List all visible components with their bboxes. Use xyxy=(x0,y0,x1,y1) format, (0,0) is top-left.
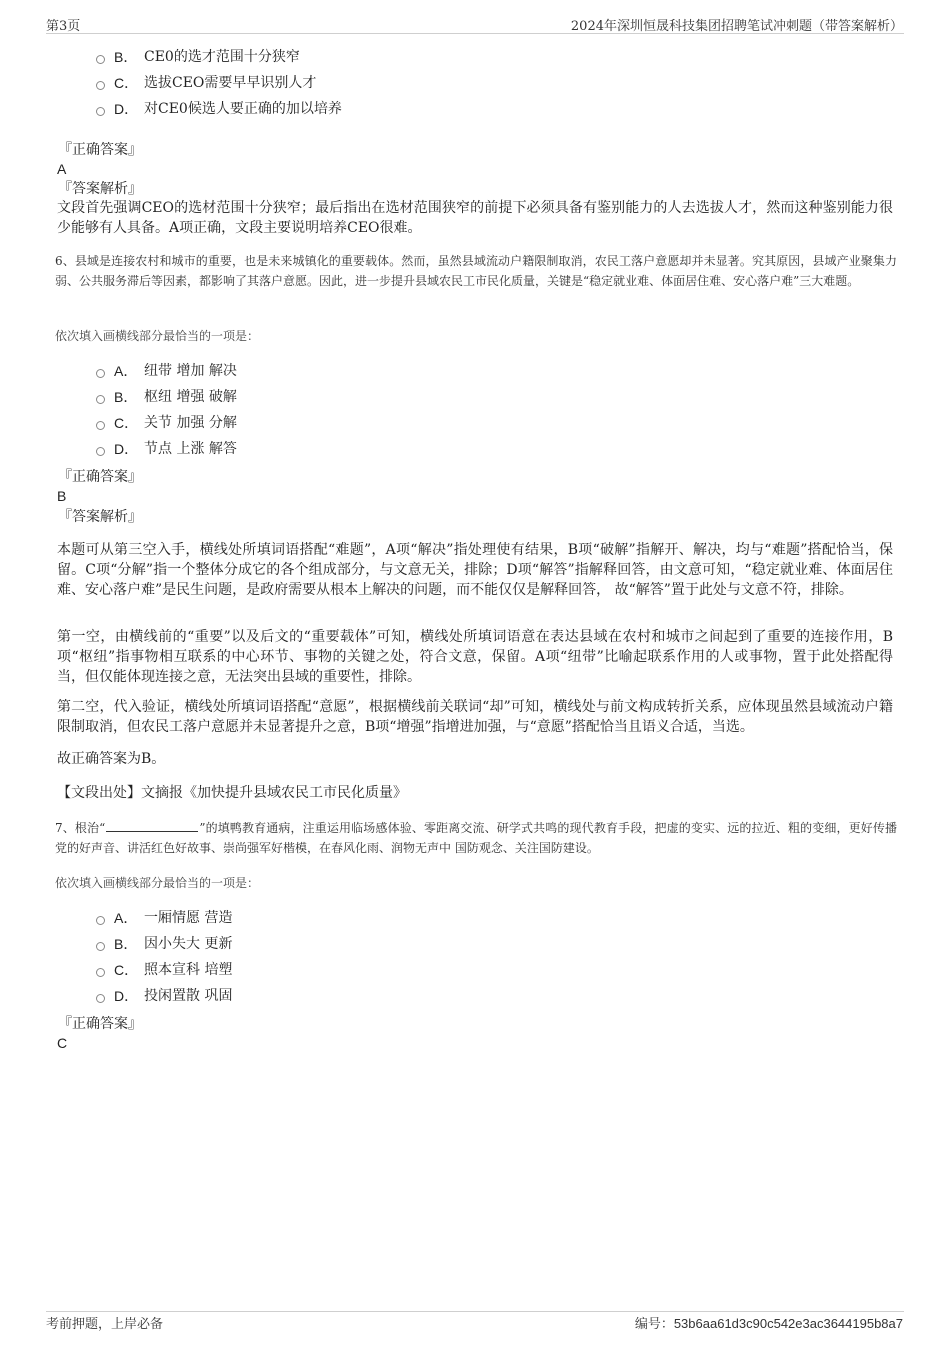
option-letter: A． xyxy=(114,910,138,926)
option-letter: D． xyxy=(114,101,139,117)
option-letter: A． xyxy=(114,363,138,379)
radio-icon[interactable] xyxy=(96,968,105,977)
radio-icon[interactable] xyxy=(96,395,105,404)
q6-analysis-p2: 第一空，由横线前的“重要”以及后文的“重要载体”可知，横线处所填词语意在表达县域在农村和城市之间起到了重要的连接作用，B项“枢纽”指事物相互联系的中心环节、事物的关键之处，符合文意，保留。A项“纽带”比喻起联系作用的人或事物，置于此处搭配得当，但仅能体现连接之意，无法突出县域的重要性，排除。 xyxy=(57,629,893,685)
option-text: 对CE0候选人要正确的加以培养 xyxy=(144,101,342,117)
q6-stem: 6、县域是连接农村和城市的重要，也是未来城镇化的重要载体。然而，虽然县域流动户籍限制取消，农民工落户意愿却并未显著。究其原因，县域产业聚集力弱、公共服务滞后等因素，都影响了其落户意愿。因此，进一步提升县域农民工市民化质量，关键是“稳定就业难、体面居住难、安心落户难”三大难题。 xyxy=(55,254,897,288)
radio-icon[interactable] xyxy=(96,55,105,64)
q5-analysis: 文段首先强调CEO的选材范围十分狭窄；最后指出在选材范围狭窄的前提下必须具备有鉴别能力的人去选拔人才，然而这种鉴别能力很少能够有人具备。A项正确，文段主要说明培养CEO很难。 xyxy=(57,200,893,236)
option-text: CE0的选才范围十分狭窄 xyxy=(144,49,300,65)
q5-option-b[interactable] xyxy=(96,47,300,67)
option-letter: D． xyxy=(114,441,139,457)
q7-stem xyxy=(55,818,897,858)
footer-code xyxy=(635,1313,903,1332)
footer-code-value: 53b6aa61d3c90c542e3ac3644195b8a7 xyxy=(673,1316,903,1331)
radio-icon[interactable] xyxy=(96,916,105,925)
q6-option-d[interactable] xyxy=(96,439,237,459)
q7-option-b[interactable] xyxy=(96,934,232,954)
q6-option-a[interactable] xyxy=(96,361,237,381)
option-letter: D． xyxy=(114,988,139,1004)
header-divider xyxy=(46,33,904,34)
q7-prompt: 依次填入画横线部分最恰当的一项是： xyxy=(55,876,260,890)
q7-option-a[interactable] xyxy=(96,908,232,928)
q5-answer: A xyxy=(57,161,67,177)
q6-answer-label: 『正确答案』 xyxy=(58,469,142,485)
q7-answer-label: 『正确答案』 xyxy=(58,1016,142,1032)
option-text: 照本宣科 培塑 xyxy=(144,962,233,978)
q5-answer-label: 『正确答案』 xyxy=(58,142,142,158)
q7-stem-prefix: 7、根治“ xyxy=(55,821,106,835)
radio-icon[interactable] xyxy=(96,447,105,456)
option-letter: C． xyxy=(114,75,139,91)
q7-option-d[interactable] xyxy=(96,986,232,1006)
q7-answer: C xyxy=(57,1035,68,1051)
q6-answer: B xyxy=(57,488,67,504)
radio-icon[interactable] xyxy=(96,81,105,90)
option-letter: C． xyxy=(114,415,139,431)
radio-icon[interactable] xyxy=(96,421,105,430)
q5-option-d[interactable] xyxy=(96,99,342,119)
option-text: 关节 加强 分解 xyxy=(144,415,237,431)
page-number: 第3页 xyxy=(46,19,81,34)
option-text: 选拔CEO需要早早识别人才 xyxy=(144,75,317,91)
option-letter: C． xyxy=(114,962,139,978)
q5-analysis-label: 『答案解析』 xyxy=(58,181,142,197)
q7-stem-suffix: ”的填鸭教育通病，注重运用临场感体验、零距离交流、研学式共鸣的现代教育手段，把虚的变实、远的拉近、粗的变细，更好传播党的好声音、讲活红色好故事、崇尚强军好楷模，在春风化雨、润物无声中 国防观念、关注国防建设。 xyxy=(55,821,898,855)
footer-divider xyxy=(46,1311,904,1312)
option-letter: B． xyxy=(114,936,138,952)
radio-icon[interactable] xyxy=(96,994,105,1003)
q6-analysis-p3: 第二空，代入验证，横线处所填词语搭配“意愿”，根据横线前关联词“却”可知，横线处与前文构成转折关系，应体现虽然县域流动户籍限制取消，但农民工落户意愿并未显著提升之意，B项“增强”指增进加强，与“意愿”搭配恰当且语义合适，当选。 xyxy=(57,699,893,735)
radio-icon[interactable] xyxy=(96,369,105,378)
option-letter: B． xyxy=(114,49,138,65)
q6-analysis-p1: 本题可从第三空入手，横线处所填词语搭配“难题”，A项“解决”指处理使有结果，B项“破解”指解开、解决，均与“难题”搭配恰当，保留。C项“分解”指一个整体分成它的各个组成部分，与文意无关，排除；D项“解答”指解释回答，由文意可知，“稳定就业难、体面居住难、安心落户难”是民生问题，是政府需要从根本上解决的问题，而不能仅仅是解释回答， 故“解答”置于此处与文意不符，排除。 xyxy=(57,542,893,598)
option-text: 一厢情愿 营造 xyxy=(144,910,233,926)
q5-option-c[interactable] xyxy=(96,73,316,93)
q6-analysis-p4: 故正确答案为B。 xyxy=(57,751,166,767)
q6-option-b[interactable] xyxy=(96,387,237,407)
fill-blank xyxy=(106,820,198,832)
option-text: 投闲置散 巩固 xyxy=(144,988,233,1004)
q6-analysis-label: 『答案解析』 xyxy=(58,509,142,525)
q7-option-c[interactable] xyxy=(96,960,232,980)
footer-code-label: 编号： xyxy=(634,1317,674,1332)
option-text: 节点 上涨 解答 xyxy=(144,441,237,457)
footer-slogan: 考前押题，上岸必备 xyxy=(46,1317,164,1332)
option-text: 因小失大 更新 xyxy=(144,936,233,952)
q6-option-c[interactable] xyxy=(96,413,237,433)
option-text: 枢纽 增强 破解 xyxy=(144,389,237,405)
option-letter: B． xyxy=(114,389,138,405)
radio-icon[interactable] xyxy=(96,107,105,116)
document-title: 2024年深圳恒晟科技集团招聘笔试冲刺题（带答案解析） xyxy=(570,19,903,34)
radio-icon[interactable] xyxy=(96,942,105,951)
option-text: 纽带 增加 解决 xyxy=(144,363,237,379)
q6-source: 【文段出处】文摘报《加快提升县域农民工市民化质量》 xyxy=(57,785,407,801)
q6-prompt: 依次填入画横线部分最恰当的一项是： xyxy=(55,329,260,343)
